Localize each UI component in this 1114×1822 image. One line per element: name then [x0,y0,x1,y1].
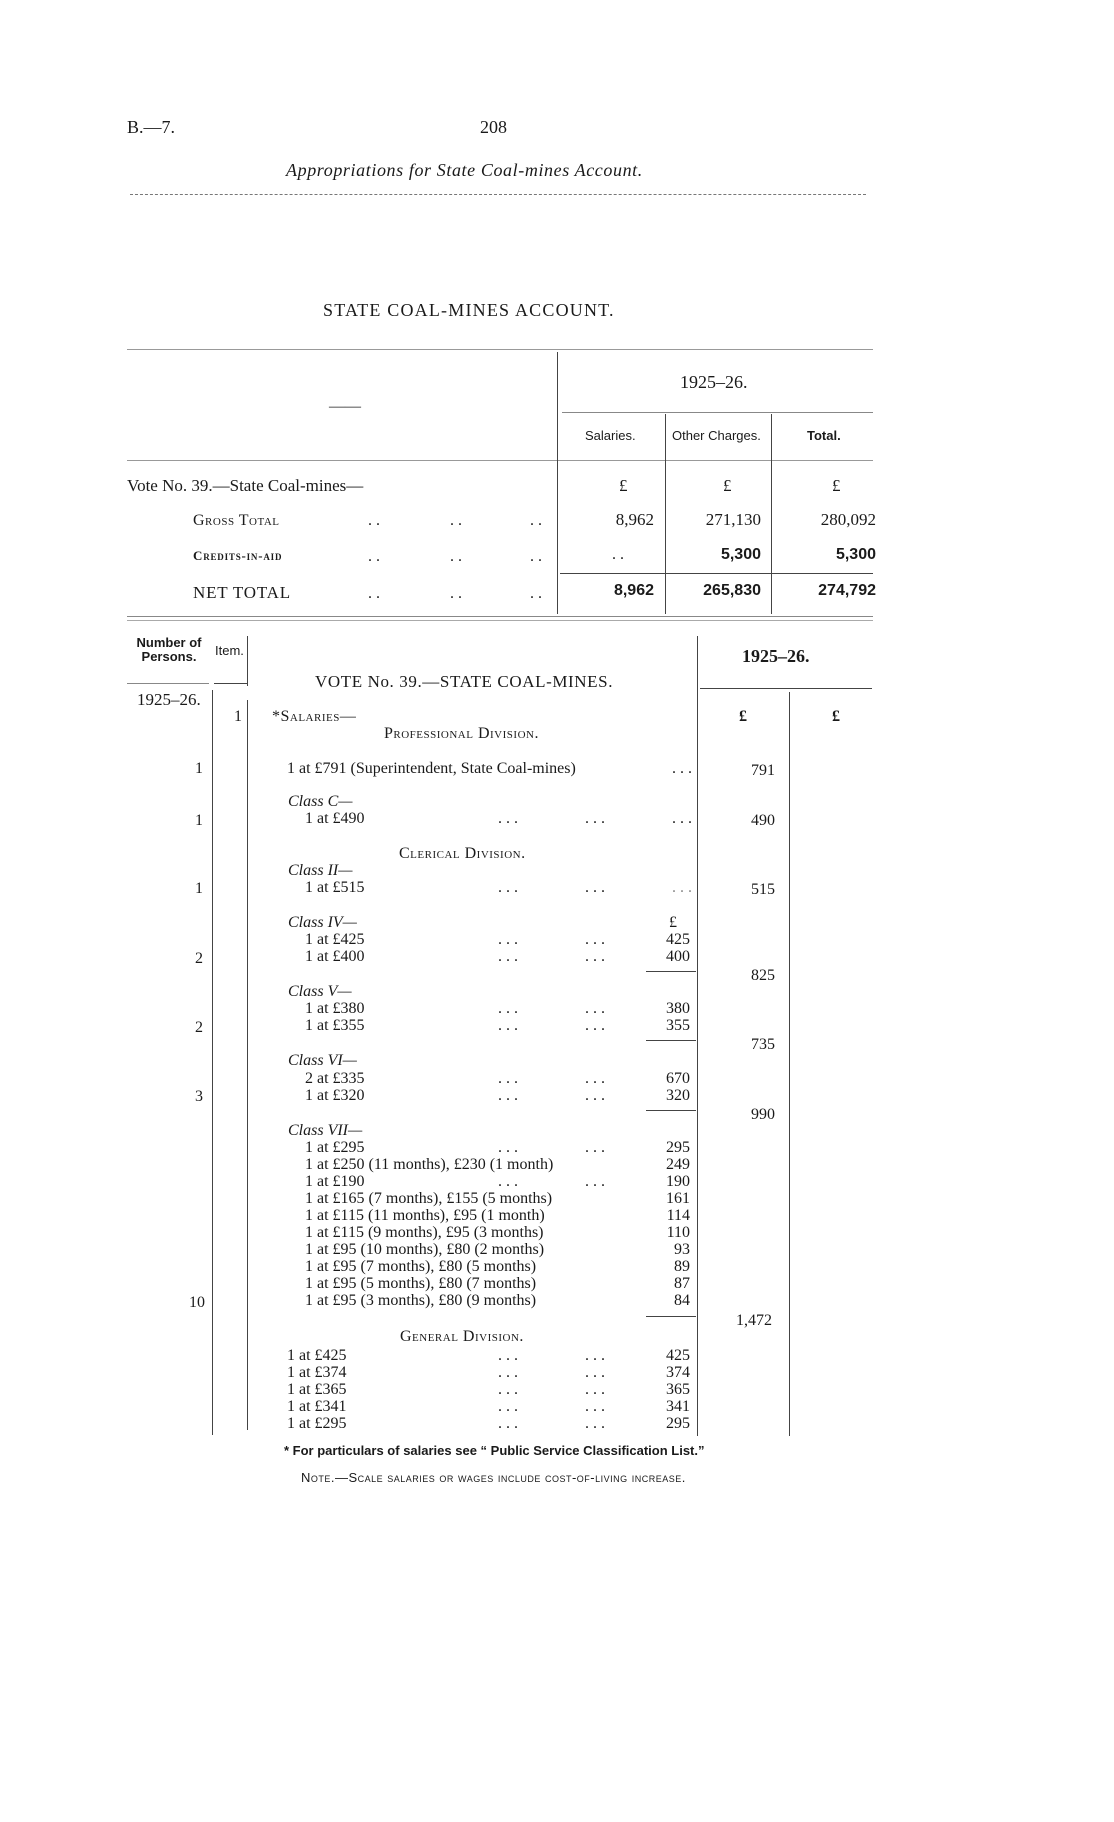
class-vii-line: 1 at £95 (3 months), £80 (9 months) [305,1292,537,1309]
class-vii-line: 1 at £295 [305,1139,365,1156]
superintendent-line: 1 at £791 (Superintendent, State Coal-mines) [287,760,576,777]
vote-title: VOTE No. 39.—STATE COAL-MINES. [315,672,614,691]
dots: . . . [498,1415,518,1432]
col-number-of-persons: Number of Persons. [136,635,202,664]
class-ii-line: 1 at £515 [305,879,365,896]
class-v-sum-rule [646,1040,696,1041]
summary-bottom-rule-2 [127,620,873,621]
dots: . . . [585,1000,605,1017]
vote-label: Vote No. 39.—State Coal-mines— [127,476,364,495]
summary-title: STATE COAL-MINES ACCOUNT. [323,300,615,320]
currency-total: £ [832,708,840,725]
currency-amount: £ [739,708,747,725]
dots: . . . [498,948,518,965]
item-header-rule [214,683,247,684]
class-vii-sub: 87 [674,1275,690,1292]
summary-year-rule [562,412,873,413]
dots: . . . [585,1381,605,1398]
dots: . . . [585,931,605,948]
general-line: 1 at £374 [287,1364,347,1381]
dots: . . . [585,879,605,896]
summary-top-rule [127,349,873,350]
persons-year: 1925–26. [137,690,201,709]
class-c-heading: Class C— [288,793,353,810]
gross-other: 271,130 [705,510,761,529]
dots: . . . [498,1139,518,1156]
dots: . . . [498,1000,518,1017]
persons-class-vi: 3 [195,1088,203,1105]
class-vii-sum-rule [646,1316,696,1317]
document-reference: B.—7. [127,117,176,137]
class-vi-line-2: 1 at £320 [305,1087,365,1104]
summary-dash: —— [329,398,361,415]
dots: . . . [585,1070,605,1087]
detail-vrule-item [247,700,248,1430]
footnote-note: Note.—Scale salaries or wages include cost-of-living increase. [301,1470,686,1485]
dots: . . . [498,879,518,896]
footnote-particulars: * For particulars of salaries see “ Public Service Classification List.” [284,1443,705,1458]
net-total-label: NET TOTAL [193,583,291,602]
detail-vrule-sub [697,636,698,1436]
dots: . . [450,548,462,565]
general-sub: 341 [666,1398,690,1415]
general-line: 1 at £295 [287,1415,347,1432]
persons-class-vii: 10 [189,1294,205,1311]
class-vii-line: 1 at £250 (11 months), £230 (1 month) [305,1156,554,1173]
general-division-heading: General Division. [400,1328,524,1345]
dots: . . . [498,810,518,827]
currency-sub: £ [669,914,677,931]
gross-total: 280,092 [820,510,876,529]
persons-header-rule [127,683,209,684]
class-iv-line-1: 1 at £425 [305,931,365,948]
class-v-line-2: 1 at £355 [305,1017,365,1034]
dots: . . [368,585,380,602]
class-vii-line: 1 at £95 (5 months), £80 (7 months) [305,1275,537,1292]
class-v-heading: Class V— [288,983,352,1000]
summary-bottom-rule [127,616,873,617]
dots: . . . [585,1173,605,1190]
col-item: Item. [215,643,244,658]
currency-salaries: £ [619,476,628,495]
persons-class-ii: 1 [195,880,203,897]
persons-class-c: 1 [195,812,203,829]
class-iv-sub-2: 400 [666,948,690,965]
dots: . . [368,548,380,565]
currency-total: £ [832,476,841,495]
class-iv-sum-rule [646,971,696,972]
dots: . . [530,548,542,565]
dots: . . . [498,1364,518,1381]
persons-class-v: 2 [195,1019,203,1036]
general-line: 1 at £425 [287,1347,347,1364]
dots: . . . [585,1347,605,1364]
persons-superintendent: 1 [195,760,203,777]
dots: . . . [672,760,692,777]
col-other-charges-header: Other Charges. [672,428,761,443]
gross-salaries: 8,962 [615,510,654,529]
summary-header-rule [127,460,873,461]
detail-year-rule [700,688,872,689]
class-c-line: 1 at £490 [305,810,365,827]
dots: . . . [672,879,692,896]
credits-other: 5,300 [720,546,761,563]
clerical-division-heading: Clerical Division. [399,845,526,862]
class-vii-sub: 295 [666,1139,690,1156]
class-ii-amount: 515 [751,881,775,898]
professional-division-heading: Professional Division. [384,725,539,742]
summary-vrule-2 [665,414,666,614]
class-vi-sum-rule [646,1110,696,1111]
general-line: 1 at £341 [287,1398,347,1415]
net-total: 274,792 [818,582,876,599]
class-vii-line: 1 at £115 (9 months), £95 (3 months) [305,1224,544,1241]
class-vii-line: 1 at £115 (11 months), £95 (1 month) [305,1207,545,1224]
class-ii-heading: Class II— [288,862,353,879]
class-vi-heading: Class VI— [288,1052,357,1069]
general-sub: 374 [666,1364,690,1381]
dots: . . . [498,1398,518,1415]
page-number: 208 [480,117,507,137]
gross-total-label: Gross Total [193,512,280,529]
class-iv-heading: Class IV— [288,914,357,931]
dots: . . . [585,1364,605,1381]
class-iv-line-2: 1 at £400 [305,948,365,965]
credits-in-aid-label: Credits-in-aid [193,548,283,563]
class-vi-sub-1: 670 [666,1070,690,1087]
dots: . . . [585,1017,605,1034]
general-sub: 295 [666,1415,690,1432]
persons-class-iv: 2 [195,950,203,967]
item-number: 1 [234,708,242,725]
summary-vrule-1 [557,352,558,614]
class-vii-line: 1 at £190 [305,1173,365,1190]
detail-vrule-item-top [247,636,248,686]
class-vii-sub: 110 [666,1224,690,1241]
credits-total: 5,300 [835,546,876,563]
dots: . . . [498,1173,518,1190]
dots: . . [450,585,462,602]
class-vii-sub: 84 [674,1292,690,1309]
dots: . . . [498,1017,518,1034]
class-vii-line: 1 at £95 (7 months), £80 (5 months) [305,1258,537,1275]
dots: . . . [585,1087,605,1104]
detail-vrule-amount [789,692,790,1436]
general-line: 1 at £365 [287,1381,347,1398]
page-subtitle: Appropriations for State Coal-mines Account. [286,160,643,180]
class-vi-sub-2: 320 [666,1087,690,1104]
superintendent-amount: 791 [751,762,775,779]
class-vii-sub: 89 [674,1258,690,1275]
detail-year-header: 1925–26. [742,646,810,666]
class-vii-sub: 249 [666,1156,690,1173]
dots: . . [530,512,542,529]
general-sub: 365 [666,1381,690,1398]
credits-salaries: . . [612,546,624,563]
currency-other: £ [723,476,732,495]
col-salaries-header: Salaries. [585,428,636,443]
class-v-sub-2: 355 [666,1017,690,1034]
dots: . . . [498,1070,518,1087]
class-vi-line-1: 2 at £335 [305,1070,365,1087]
dots: . . . [585,1398,605,1415]
class-v-line-1: 1 at £380 [305,1000,365,1017]
general-sub: 425 [666,1347,690,1364]
class-vii-sub: 114 [666,1207,690,1224]
summary-year: 1925–26. [680,372,748,392]
dots: . . . [585,1415,605,1432]
net-total-rule [560,573,873,574]
class-vii-sub: 93 [674,1241,690,1258]
class-vii-line: 1 at £165 (7 months), £155 (5 months) [305,1190,553,1207]
dots: . . . [672,810,692,827]
dots: . . . [585,1139,605,1156]
salaries-heading: *Salaries— [272,708,357,725]
dots: . . [368,512,380,529]
dots: . . . [498,931,518,948]
dots: . . . [498,1381,518,1398]
class-vii-total: 1,472 [736,1312,772,1329]
class-vii-heading: Class VII— [288,1122,363,1139]
class-c-amount: 490 [751,812,775,829]
net-other: 265,830 [703,582,761,599]
class-vii-sub: 161 [666,1190,690,1207]
class-v-sub-1: 380 [666,1000,690,1017]
class-vi-total: 990 [751,1106,775,1123]
class-iv-total: 825 [751,967,775,984]
dots: . . [450,512,462,529]
class-v-total: 735 [751,1036,775,1053]
class-vii-sub: 190 [666,1173,690,1190]
dots: . . . [498,1347,518,1364]
dots: . . . [585,810,605,827]
class-iv-sub-1: 425 [666,931,690,948]
col-total-header: Total. [807,428,841,443]
detail-vrule-persons [212,690,213,1435]
net-salaries: 8,962 [613,582,654,599]
summary-vrule-3 [771,414,772,614]
dots: . . . [585,948,605,965]
dots: . . [530,585,542,602]
header-rule [130,194,866,195]
class-vii-line: 1 at £95 (10 months), £80 (2 months) [305,1241,545,1258]
dots: . . . [498,1087,518,1104]
